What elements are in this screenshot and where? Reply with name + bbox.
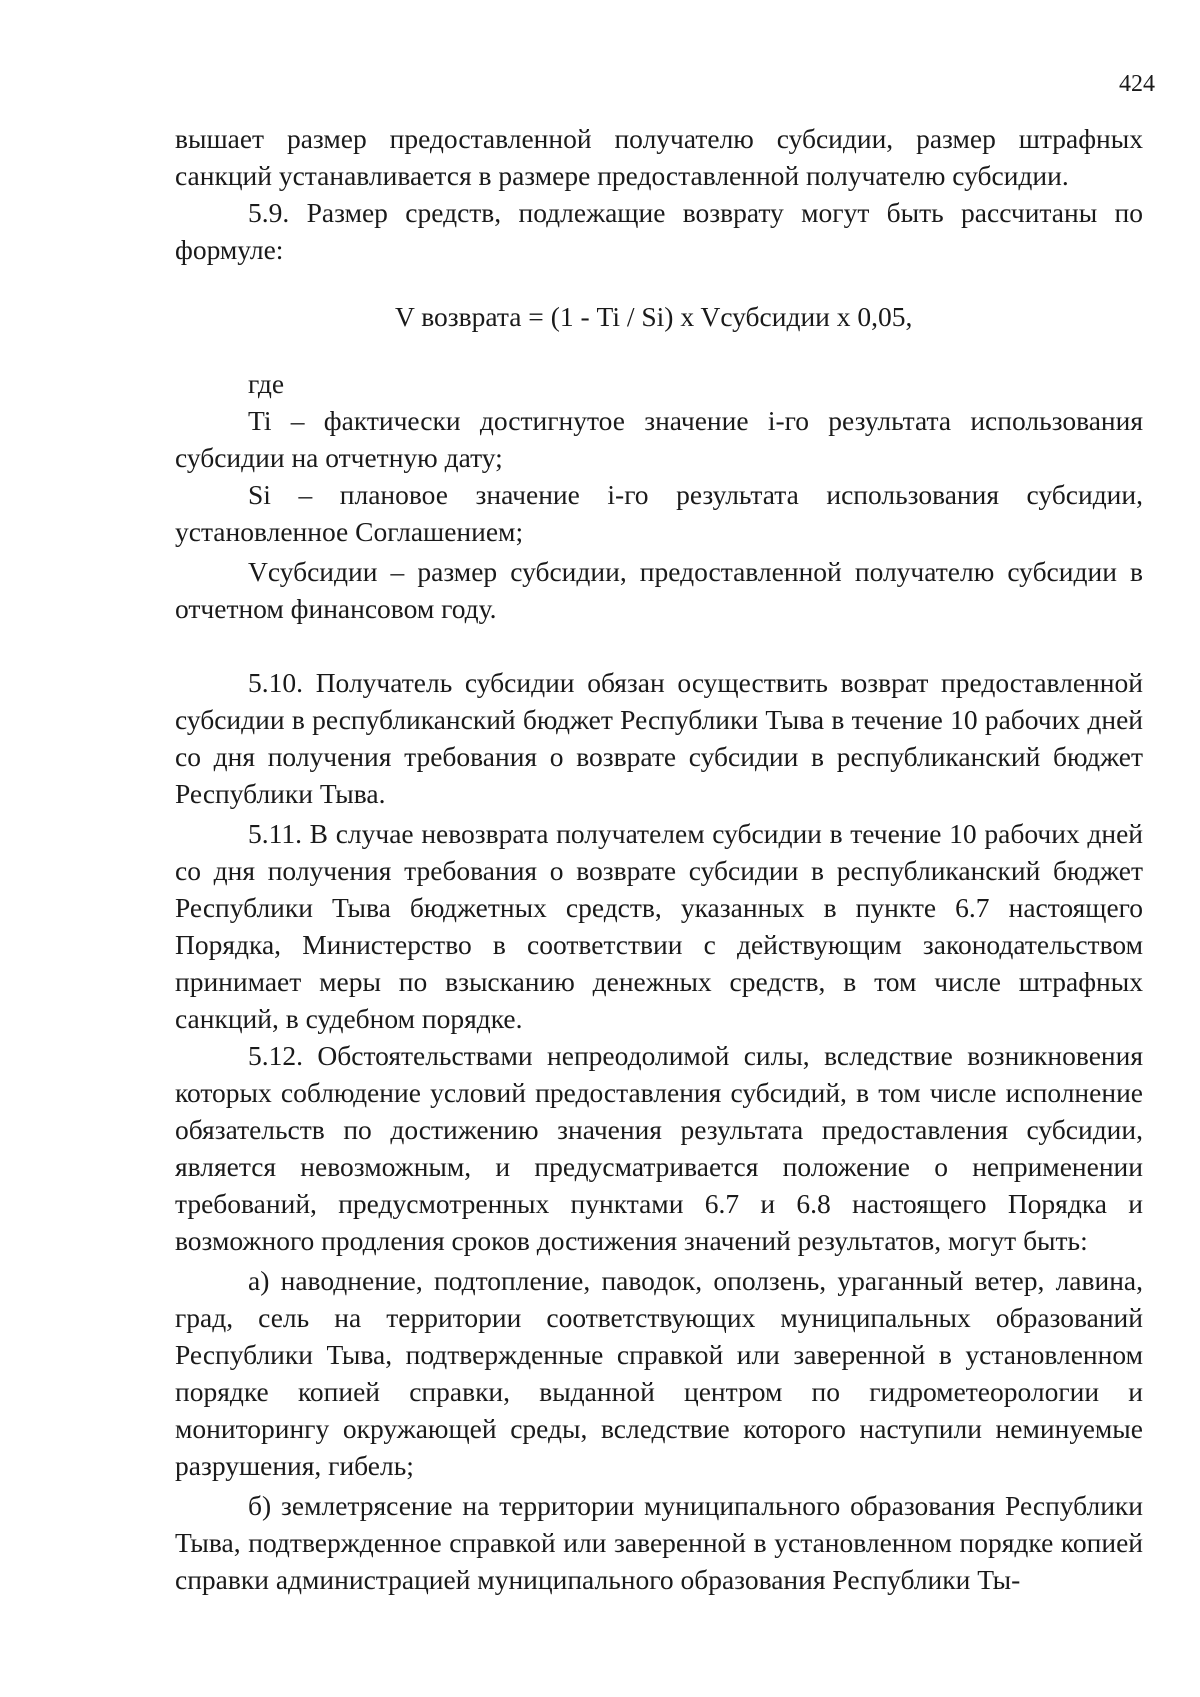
paragraph-5-11: 5.11. В случае невозврата получателем субсидии в течение 10 рабочих дней со дня получения требования о возврате субсидии в республиканский бюджет Республики Тыва бюджетных средств, указанных в пункте 6.7 настоящего Порядка, Министерство в соответствии с действующим законодательством принимает меры по взысканию денежных средств, в том числе штрафных санкций, в судебном порядке. [175, 818, 1143, 1034]
formula: V возврата = (1 - Ti / Si) x Vсубсидии x 0,05, [395, 301, 913, 332]
definition-si: Si – плановое значение i-го результата использования субсидии, установленное Соглашением; [175, 479, 1143, 547]
document-body [175, 120, 1143, 1598]
definition-vsub: Vсубсидии – размер субсидии, предоставленной получателю субсидии в отчетном финансовом году. [175, 556, 1143, 624]
where-label: где [248, 368, 285, 399]
paragraph-5-10: 5.10. Получатель субсидии обязан осуществить возврат предоставленной субсидии в республиканский бюджет Республики Тыва в течение 10 рабочих дней со дня получения требования о возврате субсидии в республиканский бюджет Республики Тыва. [175, 667, 1143, 809]
paragraph-5-12: 5.12. Обстоятельствами непреодолимой силы, вследствие возникновения которых соблюдение условий предоставления субсидий, в том числе исполнение обязательств по достижению значения результата предоставления субсидии, является невозможным, и предусматривается положение о неприменении требований, предусмотренных пунктами 6.7 и 6.8 настоящего Порядка и возможного продления сроков достижения значений результатов, могут быть: [175, 1040, 1143, 1256]
paragraph-continuation: вышает размер предоставленной получателю субсидии, размер штрафных санкций устанавливается в размере предоставленной получателю субсидии. [175, 123, 1143, 191]
paragraph-item-a: а) наводнение, подтопление, паводок, оползень, ураганный ветер, лавина, град, сель на территории соответствующих муниципальных образований Республики Тыва, подтвержденные справкой или заверенной в установленном порядке копией справки, выданной центром по гидрометеорологии и мониторингу окружающей среды, вследствие которого наступили неминуемые разрушения, гибель; [175, 1265, 1143, 1481]
definition-ti: Ti – фактически достигнутое значение i-го результата использования субсидии на отчетную дату; [175, 405, 1143, 473]
page-number: 424 [1119, 71, 1155, 97]
paragraph-item-b: б) землетрясение на территории муниципального образования Республики Тыва, подтвержденное справкой или заверенной в установленном порядке копией справки администрацией муниципального образования Республики Ты- [175, 1490, 1143, 1595]
paragraph-5-9: 5.9. Размер средств, подлежащие возврату могут быть рассчитаны по формуле: [175, 197, 1143, 265]
